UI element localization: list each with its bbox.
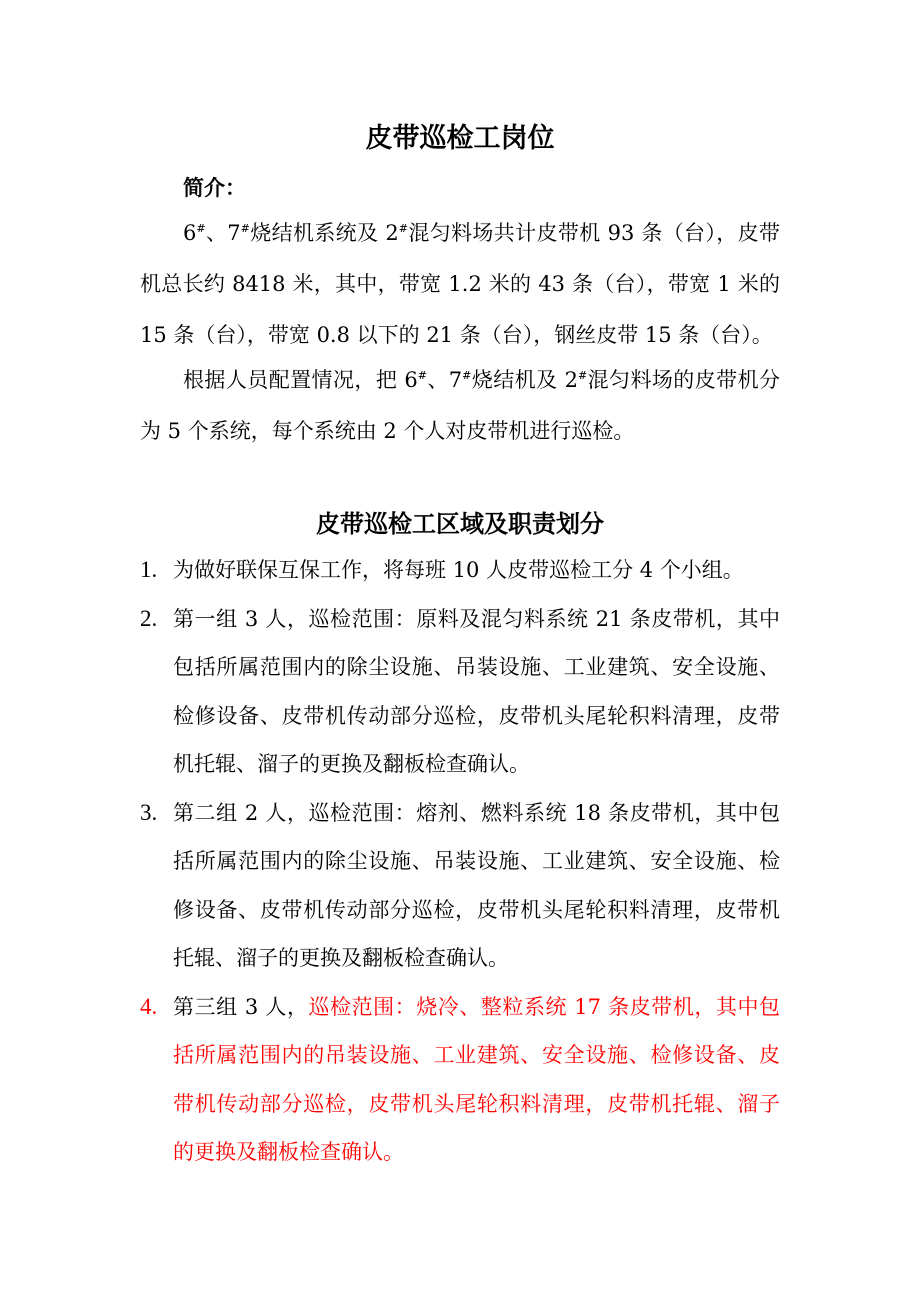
para2-seg4: 混匀料场的皮带机分为 5 个系统，每个系统由 2 个人对皮带机进行巡检。 bbox=[140, 368, 780, 443]
list-item bbox=[140, 595, 780, 789]
para2-mark2: # bbox=[462, 369, 472, 382]
para1-seg2: 、7 bbox=[205, 221, 241, 245]
para1-mark2: # bbox=[240, 222, 250, 235]
list-item-text-lead: 第三组 3 人， bbox=[173, 994, 309, 1019]
para1-mark1: # bbox=[196, 222, 206, 235]
list-item bbox=[140, 546, 780, 595]
intro-paragraph-2 bbox=[140, 355, 780, 457]
para1-seg1: 6 bbox=[183, 221, 197, 245]
para2-seg2: 、7 bbox=[426, 368, 463, 392]
list-item-number: 4. bbox=[140, 993, 158, 1019]
para1-seg3: 烧结机系统及 2 bbox=[249, 221, 399, 245]
list-item-text: 第二组 2 人，巡检范围：熔剂、燃料系统 18 条皮带机，其中包括所属范围内的除尘设施、吊装设施、工业建筑、安全设施、检修设备、皮带机传动部分巡检，皮带机头尾轮积料清理，皮带机托辊、溜子的更换及翻板检查确认。 bbox=[173, 800, 780, 970]
list-item bbox=[140, 789, 780, 983]
intro-label: 简介： bbox=[183, 175, 246, 200]
duty-list bbox=[140, 546, 780, 1177]
list-item bbox=[140, 983, 780, 1177]
page-title: 皮带巡检工岗位 bbox=[365, 123, 555, 154]
list-item-number: 3. bbox=[140, 799, 158, 825]
list-item-number: 2. bbox=[140, 605, 158, 631]
list-item-text: 第一组 3 人，巡检范围：原料及混匀料系统 21 条皮带机，其中包括所属范围内的除尘设施、吊装设施、工业建筑、安全设施、检修设备、皮带机传动部分巡检，皮带机头尾轮积料清理，皮带机托辊、溜子的更换及翻板检查确认。 bbox=[173, 606, 780, 776]
section-heading: 皮带巡检工区域及职责划分 bbox=[316, 509, 604, 538]
list-item-number: 1. bbox=[140, 557, 158, 582]
para2-seg3: 烧结机及 2 bbox=[471, 368, 578, 392]
list-item-text-highlight: 巡检范围：烧冷、整粒系统 17 条皮带机，其中包括所属范围内的吊装设施、工业建筑、安全设施、检修设备、皮带机传动部分巡检，皮带机头尾轮积料清理，皮带机托辊、溜子的更换及翻板检查确认。 bbox=[173, 994, 780, 1164]
para2-mark3: # bbox=[577, 369, 588, 382]
para2-seg1: 根据人员配置情况，把 6 bbox=[183, 368, 418, 392]
para1-seg4: 混匀料场共计皮带机 93 条（台），皮带机总长约 8418 米，其中，带宽 1.2 米的 43 条（台），带宽 1 米的 15 条（台），带宽 0.8 以下的 21 条（台），钢丝皮带 15 条（台）。 bbox=[140, 221, 780, 347]
intro-paragraph-1 bbox=[140, 208, 780, 361]
list-item-text: 为做好联保互保工作，将每班 10 人皮带巡检工分 4 个小组。 bbox=[173, 558, 744, 582]
para1-mark3: # bbox=[398, 222, 408, 235]
para2-mark1: # bbox=[417, 369, 427, 382]
